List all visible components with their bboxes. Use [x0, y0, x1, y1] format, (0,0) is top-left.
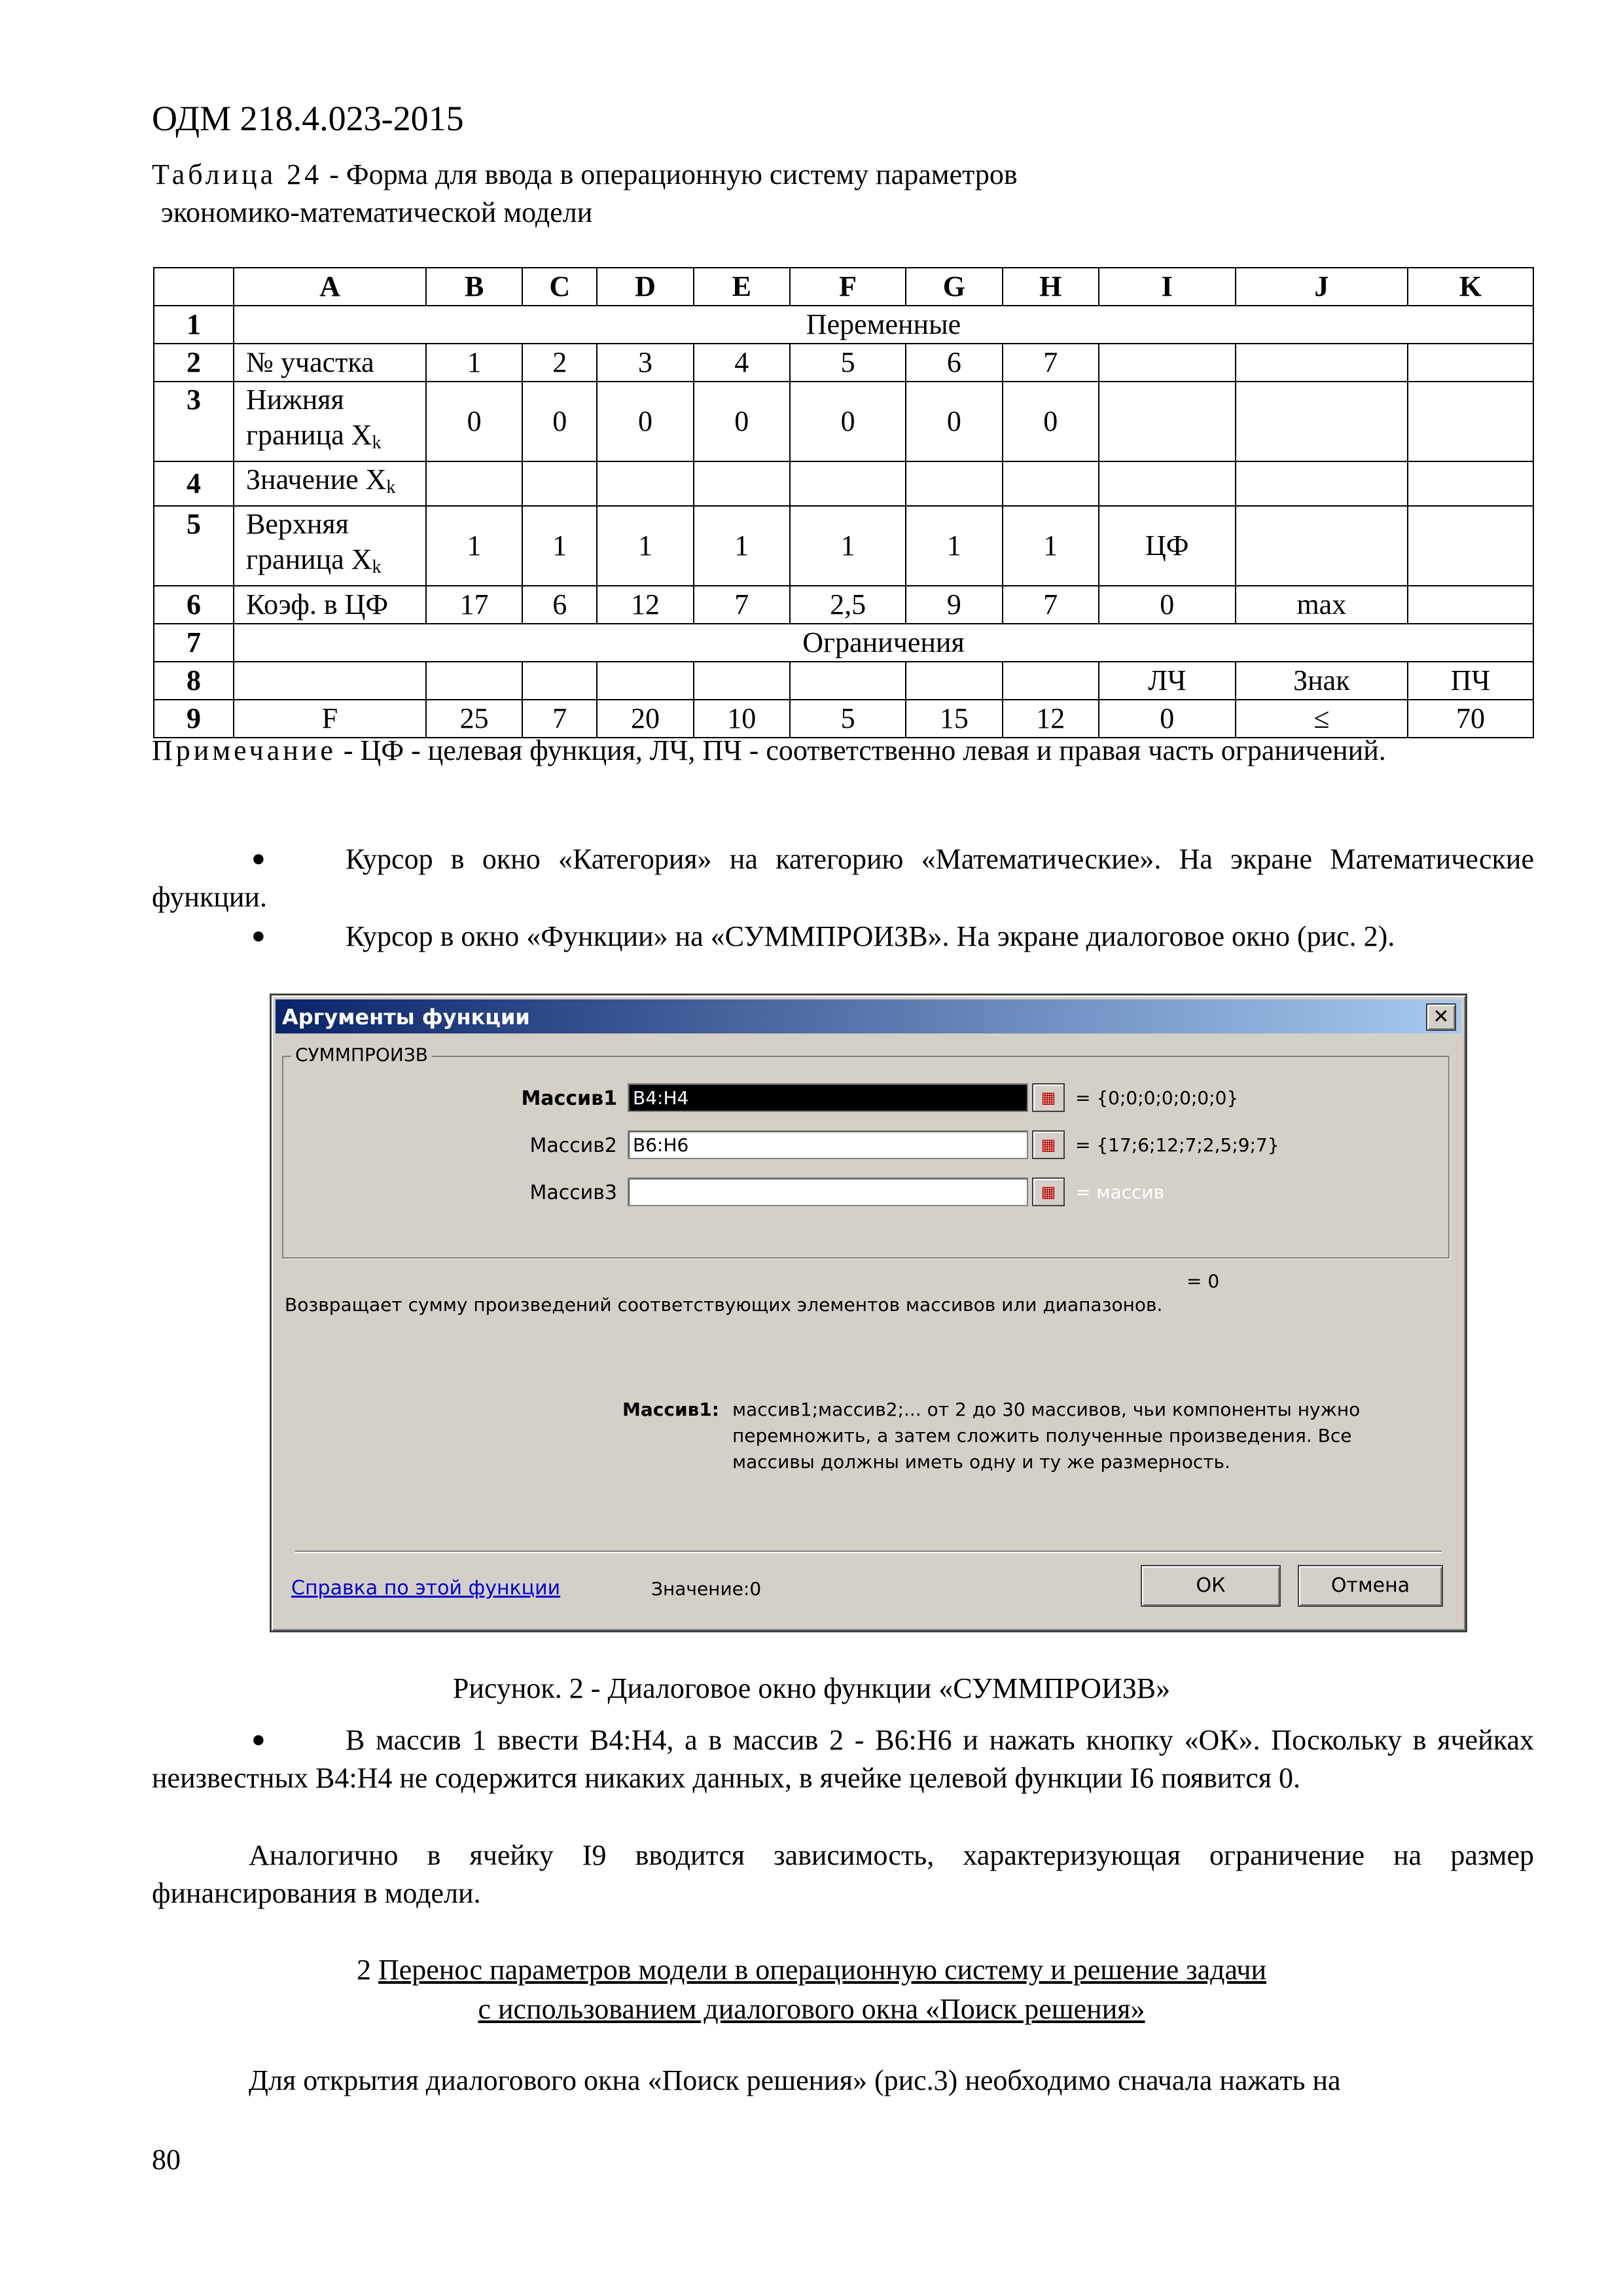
table-cell — [1236, 344, 1408, 382]
table-cell: F — [234, 700, 426, 738]
table-cell: 70 — [1408, 700, 1533, 738]
row-label — [234, 461, 426, 506]
value-number: 0 — [749, 1578, 762, 1600]
column-header: E — [694, 268, 790, 306]
bullet-icon: ● — [251, 922, 266, 948]
table-row — [154, 662, 1533, 700]
corner-cell — [154, 268, 234, 306]
table-row — [154, 624, 1533, 662]
value-label: Значение: — [651, 1578, 750, 1600]
table-cell: 1 — [426, 506, 522, 586]
table-cell: 0 — [694, 382, 790, 461]
value-readout — [651, 1578, 761, 1600]
table-row — [154, 461, 1533, 506]
ok-button[interactable]: ОК — [1141, 1565, 1281, 1607]
table-cell: 3 — [597, 344, 693, 382]
table-cell — [1099, 461, 1236, 506]
table-cell: max — [1236, 586, 1408, 624]
table-header-row — [154, 268, 1533, 306]
row-label-text: граница X — [246, 419, 372, 451]
table-cell — [597, 662, 693, 700]
table-cell: 7 — [694, 586, 790, 624]
table-cell: 10 — [694, 700, 790, 738]
array2-label: Массив2 — [529, 1134, 617, 1157]
table-cell: 15 — [906, 700, 1002, 738]
table-cell: 20 — [597, 700, 693, 738]
column-header: F — [790, 268, 906, 306]
bullet-item: Курсор в окно «Категория» на категорию «Математические». На экране Математические функции. — [152, 843, 1534, 913]
table-cell — [790, 461, 906, 506]
table-cell: 1 — [426, 344, 522, 382]
row-number: 8 — [154, 662, 234, 700]
table-cell — [522, 662, 597, 700]
table-cell — [694, 662, 790, 700]
column-header: A — [234, 268, 426, 306]
table-cell — [1236, 382, 1408, 461]
table-cell: 25 — [426, 700, 522, 738]
constraints-label: Ограничения — [234, 624, 1533, 662]
array1-result: = {0;0;0;0;0;0;0} — [1075, 1087, 1239, 1109]
table-cell: 0 — [1003, 382, 1099, 461]
row-label-line1: Нижняя — [246, 384, 344, 416]
table-cell — [1236, 506, 1408, 586]
body-paragraph: Аналогично в ячейку I9 вводится зависимость, характеризующая ограничение на размер финансирования в модели. — [152, 1839, 1534, 1909]
array2-input[interactable]: B6:H6 — [628, 1130, 1028, 1159]
help-line: массивы должны иметь одну и ту же размерность. — [732, 1451, 1230, 1473]
table-cell: ПЧ — [1408, 662, 1533, 700]
figure-caption: Рисунок. 2 - Диалоговое окно функции «СУММПРОИЗВ» — [452, 1672, 1171, 1704]
section-heading — [0, 1950, 1623, 2029]
table-cell — [1099, 344, 1236, 382]
table-cell: ЛЧ — [1099, 662, 1236, 700]
table-cell — [906, 461, 1002, 506]
table-cell: 0 — [522, 382, 597, 461]
function-name: СУММПРОИЗВ — [291, 1044, 432, 1066]
divider — [295, 1551, 1442, 1553]
table-cell: 0 — [906, 382, 1002, 461]
note-label: Примечание — [152, 734, 336, 766]
row-number: 6 — [154, 586, 234, 624]
column-header: D — [597, 268, 693, 306]
help-line: массив1;массив2;... от 2 до 30 массивов, чьи компоненты нужно — [732, 1399, 1361, 1420]
table-cell: 0 — [790, 382, 906, 461]
range-select-icon[interactable]: ▦ — [1032, 1083, 1065, 1112]
table-cell: 5 — [790, 700, 906, 738]
function-groupbox — [282, 1044, 1450, 1259]
table-cell: 2,5 — [790, 586, 906, 624]
row-number: 9 — [154, 700, 234, 738]
variables-label: Переменные — [234, 306, 1533, 344]
table-cell: 1 — [597, 506, 693, 586]
column-header: G — [906, 268, 1002, 306]
table-cell — [426, 461, 522, 506]
row-label — [234, 506, 426, 586]
table-cell — [1236, 461, 1408, 506]
table-row — [154, 382, 1533, 461]
row-number: 2 — [154, 344, 234, 382]
table-cell: 1 — [906, 506, 1002, 586]
page-number: 80 — [152, 2144, 181, 2176]
table-cell — [1408, 382, 1533, 461]
table-cell — [1099, 382, 1236, 461]
array3-label: Массив3 — [529, 1181, 617, 1204]
table-row — [154, 586, 1533, 624]
table-note — [152, 732, 1534, 770]
table-cell: 1 — [522, 506, 597, 586]
row-number: 7 — [154, 624, 234, 662]
column-header: B — [426, 268, 522, 306]
array3-input[interactable] — [628, 1177, 1028, 1206]
array3-result: = массив — [1075, 1181, 1165, 1203]
table-caption — [152, 156, 1018, 232]
row-label — [234, 382, 426, 461]
bullet-icon: ● — [251, 1726, 266, 1752]
table-cell: ≤ — [1236, 700, 1408, 738]
section-number: 2 — [356, 1954, 371, 1986]
table-caption-line2: экономико-математической модели — [161, 196, 593, 228]
array1-input[interactable] — [628, 1083, 1028, 1112]
table-caption-label: Таблица 24 — [152, 158, 323, 190]
body-paragraph: Для открытия диалогового окна «Поиск решения» (рис.3) необходимо сначала нажать на — [249, 2064, 1341, 2096]
note-text: - ЦФ - целевая функция, ЛЧ, ПЧ - соответственно левая и правая часть ограничений. — [336, 734, 1386, 766]
table-cell — [1408, 586, 1533, 624]
function-description: Возвращает сумму произведений соответствующих элементов массивов или диапазонов. — [285, 1294, 1163, 1316]
subscript: k — [372, 433, 382, 453]
table-cell: 0 — [1099, 700, 1236, 738]
row-number: 1 — [154, 306, 234, 344]
column-header: C — [522, 268, 597, 306]
row-number: 3 — [154, 382, 234, 461]
table-cell: 7 — [1003, 586, 1099, 624]
table-cell: 1 — [1003, 506, 1099, 586]
section-title-line1: Перенос параметров модели в операционную систему и решение задачи — [378, 1954, 1267, 1986]
table-cell: 0 — [1099, 586, 1236, 624]
table-cell: 6 — [906, 344, 1002, 382]
range-select-icon[interactable]: ▦ — [1032, 1130, 1065, 1159]
dialog-title: Аргументы функции — [282, 1005, 530, 1030]
table-cell: Знак — [1236, 662, 1408, 700]
table-caption-text: - Форма для ввода в операционную систему параметров — [322, 158, 1018, 190]
table-row — [154, 344, 1533, 382]
array2-result: = {17;6;12;7;2,5;9;7} — [1075, 1134, 1279, 1156]
table-cell — [1003, 662, 1099, 700]
row-label-text: граница X — [246, 543, 372, 575]
bullet-icon: ● — [251, 845, 266, 871]
table-cell — [1003, 461, 1099, 506]
table-cell — [597, 461, 693, 506]
table-cell — [694, 461, 790, 506]
close-icon: ✕ — [1433, 1005, 1450, 1028]
table-row — [154, 306, 1533, 344]
table-cell: 12 — [597, 586, 693, 624]
table-row — [154, 506, 1533, 586]
row-label: № участка — [234, 344, 426, 382]
table-cell — [426, 662, 522, 700]
array1-label: Массив1 — [521, 1087, 617, 1110]
table-cell: 5 — [790, 344, 906, 382]
subscript: k — [372, 557, 382, 577]
bullet-item: Курсор в окно «Функции» на «СУММПРОИЗВ». На экране диалоговое окно (рис. 2). — [346, 920, 1395, 952]
column-header: J — [1236, 268, 1408, 306]
help-line: перемножить, а затем сложить полученные произведения. Все — [732, 1425, 1352, 1446]
table-cell: 0 — [426, 382, 522, 461]
row-label-line2 — [246, 542, 423, 585]
document-code: ОДМ 218.4.023-2015 — [152, 99, 464, 138]
table-cell: 4 — [694, 344, 790, 382]
table-cell — [790, 662, 906, 700]
row-number: 4 — [154, 461, 234, 506]
help-link[interactable]: Справка по этой функции — [291, 1577, 561, 1600]
column-header: K — [1408, 268, 1533, 306]
dialog-titlebar[interactable] — [276, 999, 1461, 1033]
table-cell — [1408, 461, 1533, 506]
row-label-line2 — [246, 418, 423, 461]
section-title-line2: с использованием диалогового окна «Поиск решения» — [478, 1993, 1145, 2025]
close-button[interactable] — [1426, 1003, 1456, 1031]
cancel-button[interactable]: Отмена — [1298, 1565, 1443, 1607]
table-cell — [234, 662, 426, 700]
subscript: k — [386, 477, 396, 497]
table-cell: 1 — [790, 506, 906, 586]
table-cell — [1408, 344, 1533, 382]
table-cell: 1 — [694, 506, 790, 586]
row-number: 5 — [154, 506, 234, 586]
table-cell: 7 — [522, 700, 597, 738]
column-header: I — [1099, 268, 1236, 306]
parameters-table — [153, 267, 1534, 738]
formula-result: = 0 — [1186, 1270, 1220, 1292]
table-cell: 0 — [597, 382, 693, 461]
range-select-icon[interactable]: ▦ — [1032, 1177, 1065, 1206]
row-label-line1: Верхняя — [246, 508, 349, 540]
table-cell: 12 — [1003, 700, 1099, 738]
bullet-item: В массив 1 ввести B4:H4, а в массив 2 - B6:H6 и нажать кнопку «ОК». Поскольку в ячейках неизвестных B4:H4 не содержится никаких данных, в ячейке целевой функции I6 появится 0. — [152, 1724, 1534, 1794]
array1-value: B4:H4 — [633, 1087, 689, 1109]
table-cell — [1408, 506, 1533, 586]
table-cell: 7 — [1003, 344, 1099, 382]
row-label: Коэф. в ЦФ — [234, 586, 426, 624]
help-arg-label: Массив1: — [622, 1399, 719, 1420]
table-cell — [906, 662, 1002, 700]
function-arguments-dialog — [270, 994, 1467, 1632]
table-cell: ЦФ — [1099, 506, 1236, 586]
column-header: H — [1003, 268, 1099, 306]
table-cell: 6 — [522, 586, 597, 624]
row-label-text: Значение X — [246, 463, 387, 495]
table-cell — [522, 461, 597, 506]
table-cell: 17 — [426, 586, 522, 624]
table-cell: 9 — [906, 586, 1002, 624]
table-cell: 2 — [522, 344, 597, 382]
